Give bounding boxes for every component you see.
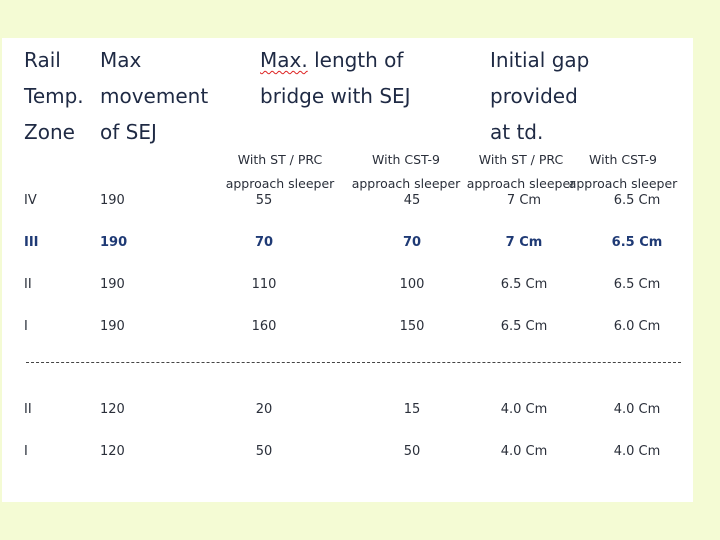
cell-zone: III [24, 235, 39, 250]
cell-len-st: 160 [251, 319, 277, 334]
subheader-line2: approach sleeper [568, 176, 678, 191]
cell-len-st: 55 [255, 193, 273, 208]
cell-len-st: 110 [251, 277, 277, 292]
cell-zone: II [24, 277, 32, 292]
cell-zone: IV [24, 193, 37, 208]
cell-gap-st: 4.0 Cm [500, 444, 548, 459]
subheader-line2: approach sleeper [351, 176, 461, 191]
cell-len-cst: 15 [403, 402, 421, 417]
cell-gap-st: 4.0 Cm [500, 402, 548, 417]
header-movement-line1: Max [100, 48, 142, 72]
cell-gap-st: 6.5 Cm [500, 277, 548, 292]
cell-movement: 120 [100, 402, 125, 417]
subheader-line1: With CST-9 [589, 152, 657, 167]
cell-gap-st: 6.5 Cm [500, 319, 548, 334]
cell-gap-cst: 4.0 Cm [613, 402, 661, 417]
header-gap-line2: provided [490, 84, 578, 108]
cell-gap-cst: 4.0 Cm [613, 444, 661, 459]
table-sheet [2, 38, 693, 502]
cell-movement: 190 [100, 193, 125, 208]
spellcheck-word: Max. [260, 48, 308, 72]
cell-len-cst: 50 [403, 444, 421, 459]
subheader-gap-st [467, 148, 576, 196]
cell-len-st: 20 [255, 402, 273, 417]
subheader-line2: approach sleeper [225, 176, 335, 191]
subheader-line2: approach sleeper [466, 176, 576, 191]
header-gap-line3: at td. [490, 120, 544, 144]
cell-movement: 190 [100, 319, 125, 334]
cell-zone: I [24, 444, 28, 459]
subheader-line1: With ST / PRC [237, 152, 323, 167]
header-zone-line3: Zone [24, 120, 75, 144]
cell-len-cst: 45 [403, 193, 421, 208]
cell-len-cst: 70 [402, 235, 422, 250]
cell-gap-cst: 6.5 Cm [611, 235, 663, 250]
cell-movement: 190 [100, 235, 128, 250]
cell-gap-cst: 6.5 Cm [613, 193, 661, 208]
section-divider [26, 362, 681, 363]
cell-gap-st: 7 Cm [506, 193, 542, 208]
subheader-line1: With ST / PRC [478, 152, 564, 167]
subheader-len-cst [352, 148, 461, 196]
cell-zone: I [24, 319, 28, 334]
header-length-line1 [260, 42, 403, 78]
cell-gap-cst: 6.0 Cm [613, 319, 661, 334]
subheader-line1: With CST-9 [372, 152, 440, 167]
cell-len-st: 50 [255, 444, 273, 459]
header-movement-line3: of SEJ [100, 120, 157, 144]
header-gap-line1: Initial gap [490, 48, 590, 72]
cell-len-cst: 150 [399, 319, 425, 334]
header-length-line2: bridge with SEJ [260, 84, 411, 108]
header-zone-line2: Temp. [24, 84, 84, 108]
cell-gap-cst: 6.5 Cm [613, 277, 661, 292]
header-length-line1-rest: length of [307, 48, 404, 72]
cell-gap-st: 7 Cm [505, 235, 543, 250]
cell-movement: 190 [100, 277, 125, 292]
subheader-gap-cst [569, 148, 678, 196]
cell-len-st: 70 [254, 235, 274, 250]
cell-movement: 120 [100, 444, 125, 459]
cell-zone: II [24, 402, 32, 417]
header-movement-line2: movement [100, 84, 209, 108]
subheader-len-st [226, 148, 335, 196]
header-zone-line1: Rail [24, 48, 61, 72]
cell-len-cst: 100 [399, 277, 425, 292]
